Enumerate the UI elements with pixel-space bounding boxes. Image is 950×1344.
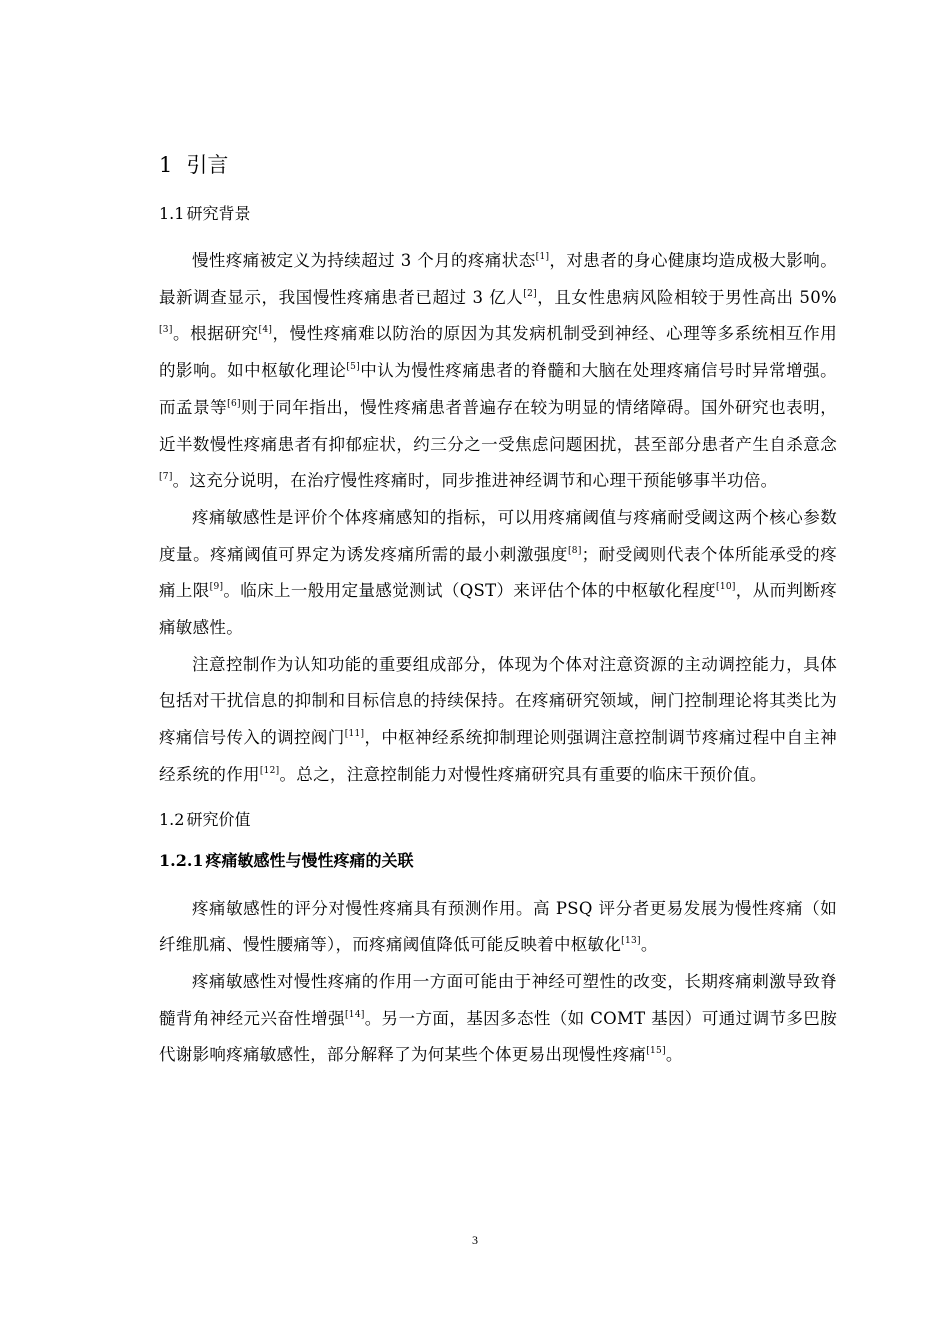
citation-marker: [3] (159, 325, 173, 336)
text-run: 疼痛敏感性的评分对慢性疼痛具有预测作用。高 PSQ 评分者更易发展为慢性疼痛（如纤维肌痛、慢性腰痛等），而疼痛阈值降低可能反映着中枢敏化 (159, 898, 837, 955)
citation-marker: [10] (716, 582, 736, 593)
section-number: 1 (159, 153, 173, 177)
text-run: 。 (640, 935, 658, 955)
text-run: ，从而判断疼痛敏感性。 (159, 581, 837, 638)
text-run: ，且女性患病风险相较于男性高出 50% (536, 287, 837, 307)
citation-marker: [15] (646, 1046, 666, 1057)
text-run: ，中枢神经系统抑制理论则强调注意控制调节疼痛过程中自主神经系统的作用 (159, 728, 837, 784)
text-run: 慢性疼痛被定义为持续超过 3 个月的疼痛状态 (192, 251, 536, 270)
citation-marker: [5] (346, 362, 361, 373)
section-heading-1 (159, 150, 837, 180)
citation-marker: [6] (227, 398, 241, 409)
citation-marker: [1] (535, 252, 550, 262)
subsection-title: 研究背景 (186, 204, 251, 223)
text-run: 。另一方面，基因多态性（如 COMT 基因）可通过调节多巴胺代谢影响疼痛敏感性，部分解释了为何某些个体更易出现慢性疼痛 (159, 1008, 837, 1065)
citation-marker: [13] (621, 936, 641, 947)
subsection-heading-1-2 (159, 808, 837, 832)
text-run: ；耐受阈则代表个体所能承受的疼痛上限 (159, 544, 838, 601)
citation-marker: [11] (344, 729, 365, 740)
citation-marker: [9] (209, 582, 224, 593)
subsubsection-heading-1-2-1 (159, 849, 837, 873)
paragraph (159, 647, 837, 794)
section-title: 引言 (186, 153, 229, 177)
text-run: 中认为慢性疼痛患者的脊髓和大脑在处理疼痛信号时异常增强。而孟景等 (159, 361, 837, 417)
text-run: 疼痛敏感性对慢性疼痛的作用一方面可能由于神经可塑性的改变，长期疼痛刺激导致脊髓背角神经元兴奋性增强 (159, 971, 837, 1028)
citation-marker: [2] (523, 288, 537, 299)
text-run: 疼痛敏感性是评价个体疼痛感知的指标，可以用疼痛阈值与疼痛耐受阈这两个核心参数度量。疼痛阈值可界定为诱发疼痛所需的最小刺激强度 (159, 507, 837, 564)
subsection-title: 研究价值 (186, 809, 251, 829)
text-run: ，慢性疼痛难以防治的原因为其发病机制受到神经、心理等多系统相互作用的影响。如中枢敏化理论 (159, 324, 837, 381)
subsubsection-title: 疼痛敏感性与慢性疼痛的关联 (205, 850, 414, 870)
paragraph (159, 243, 837, 500)
text-run: 则于同年指出，慢性疼痛患者普遍存在较为明显的情绪障碍。国外研究也表明，近半数慢性疼痛患者有抑郁症状，约三分之一受焦虑问题困扰，甚至部分患者产生自杀意念 (159, 397, 837, 454)
citation-marker: [12] (259, 765, 280, 776)
text-run: 注意控制作为认知功能的重要组成部分，体现为个体对注意资源的主动调控能力，具体包括对干扰信息的抑制和目标信息的持续保持。在疼痛研究领域，闸门控制理论将其类比为疼痛信号传入的调控阀门 (159, 654, 837, 748)
text-run: 。这充分说明，在治疗慢性疼痛时，同步推进神经调节和心理干预能够事半功倍。 (172, 471, 778, 491)
subsection-heading-1-1 (159, 202, 837, 226)
page-number: 3 (472, 1233, 478, 1247)
paragraph (159, 964, 837, 1074)
text-run: ，对患者的身心健康均造成极大影响。最新调查显示，我国慢性疼痛患者已超过 3 亿人 (159, 251, 837, 307)
text-run: 。临床上一般用定量感觉测试（QST）来评估个体的中枢敏化程度 (223, 581, 717, 601)
paragraph (159, 500, 837, 647)
subsection-number: 1.2 (159, 809, 185, 829)
citation-marker: [14] (344, 1009, 365, 1020)
text-run: 。 (665, 1045, 683, 1065)
citation-marker: [4] (258, 325, 273, 336)
citation-marker: [8] (567, 545, 582, 556)
subsubsection-number: 1.2.1 (159, 850, 204, 870)
paragraph (159, 891, 837, 964)
text-run: 。根据研究 (172, 324, 259, 344)
text-run: 。总之，注意控制能力对慢性疼痛研究具有重要的临床干预价值。 (279, 764, 767, 784)
citation-marker: [7] (159, 472, 173, 483)
subsection-number: 1.1 (159, 204, 185, 223)
page-content (159, 150, 837, 1074)
